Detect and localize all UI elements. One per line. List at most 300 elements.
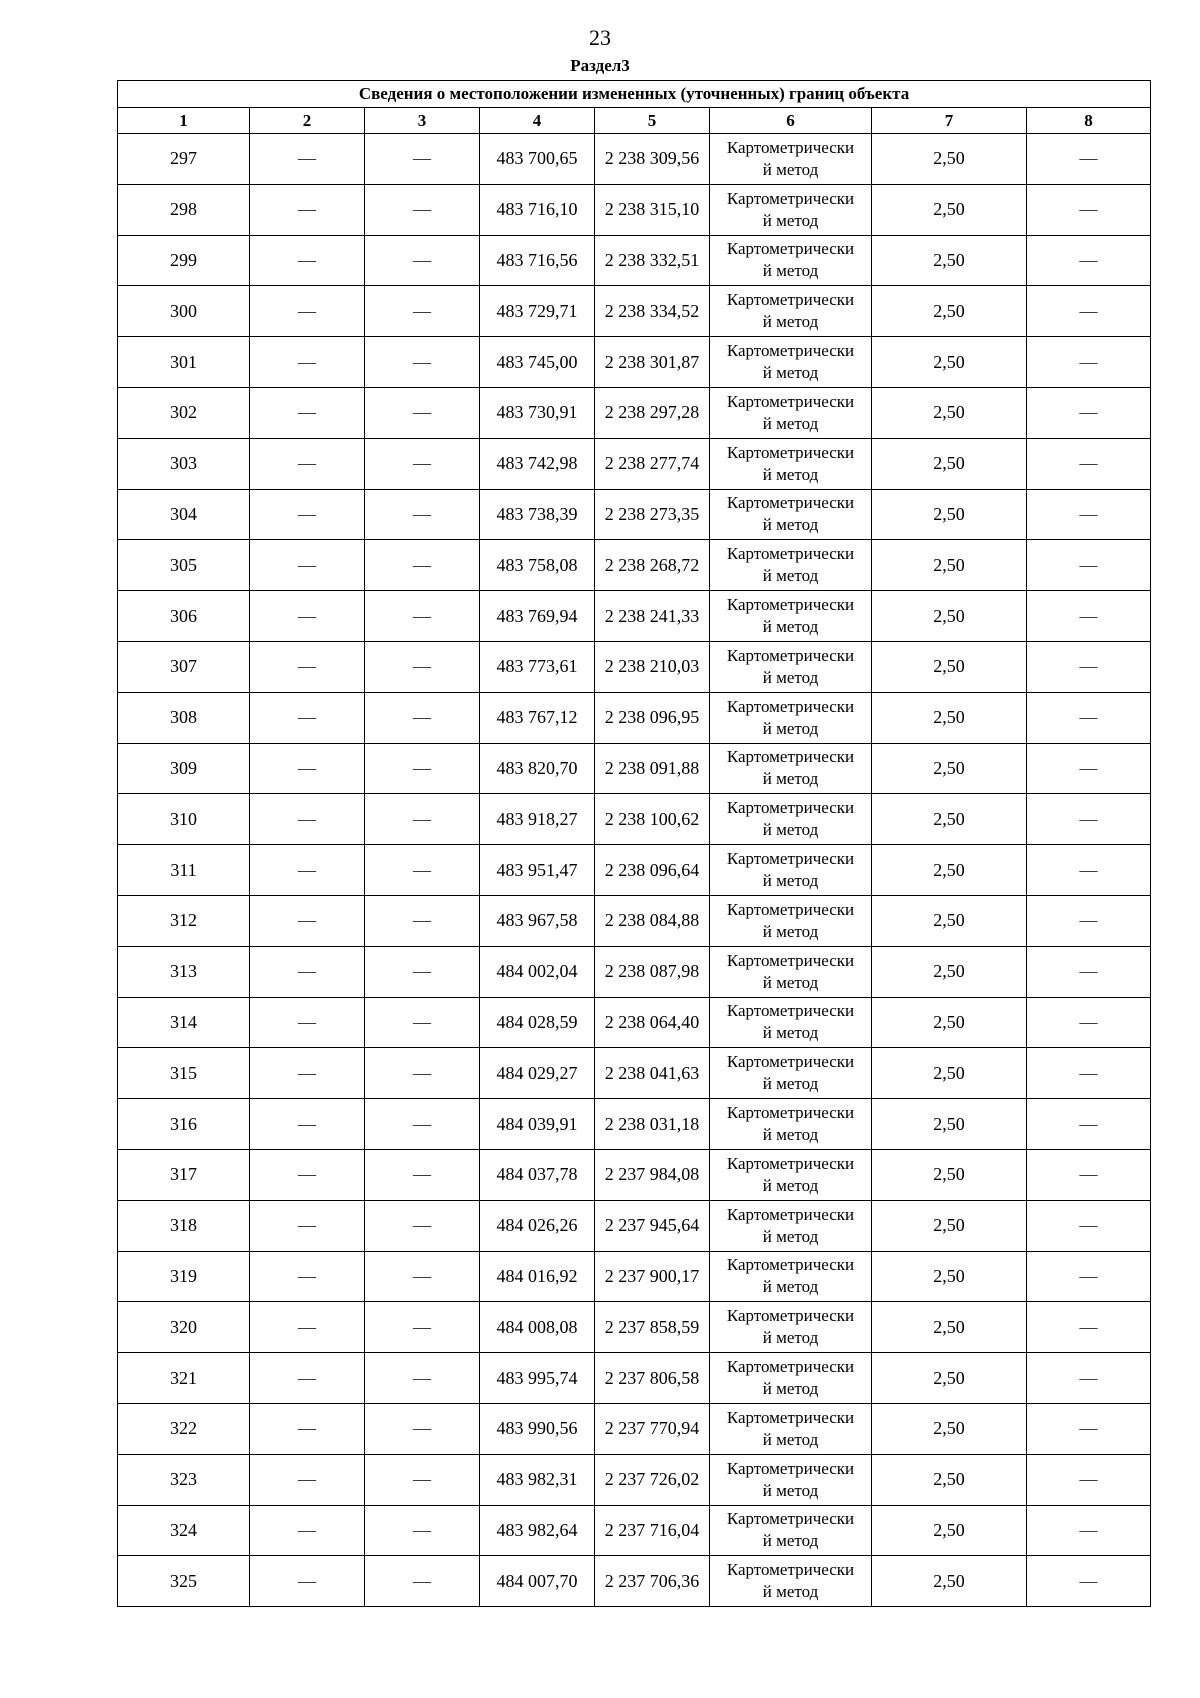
method-cell — [710, 1505, 872, 1556]
x-coordinate: 484 008,08 — [480, 1302, 595, 1353]
x-coordinate: 483 700,65 — [480, 134, 595, 185]
accuracy-value: 2,50 — [872, 540, 1027, 591]
col8-value: — — [1027, 387, 1151, 438]
column-header: 7 — [872, 108, 1027, 134]
method-line-2: й метод — [762, 617, 819, 637]
col3-value: — — [365, 794, 480, 845]
method-cell — [710, 1302, 872, 1353]
col2-value: — — [250, 895, 365, 946]
x-coordinate: 484 039,91 — [480, 1099, 595, 1150]
method-line-2: й метод — [762, 566, 819, 586]
col3-value: — — [365, 184, 480, 235]
col3-value: — — [365, 540, 480, 591]
x-coordinate: 483 730,91 — [480, 387, 595, 438]
table-row — [118, 1099, 1151, 1150]
method-line-2: й метод — [762, 921, 819, 941]
y-coordinate: 2 238 334,52 — [595, 286, 710, 337]
y-coordinate: 2 237 726,02 — [595, 1454, 710, 1505]
table-row — [118, 895, 1151, 946]
accuracy-value: 2,50 — [872, 1302, 1027, 1353]
x-coordinate: 483 745,00 — [480, 337, 595, 388]
col2-value: — — [250, 1200, 365, 1251]
x-coordinate: 483 820,70 — [480, 743, 595, 794]
y-coordinate: 2 238 268,72 — [595, 540, 710, 591]
point-number: 308 — [118, 692, 250, 743]
accuracy-value: 2,50 — [872, 134, 1027, 185]
table-row — [118, 743, 1151, 794]
y-coordinate: 2 238 091,88 — [595, 743, 710, 794]
col2-value: — — [250, 540, 365, 591]
accuracy-value: 2,50 — [872, 286, 1027, 337]
point-number: 313 — [118, 946, 250, 997]
method-cell — [710, 743, 872, 794]
col2-value: — — [250, 184, 365, 235]
y-coordinate: 2 238 084,88 — [595, 895, 710, 946]
method-line-2: й метод — [762, 1175, 819, 1195]
y-coordinate: 2 238 315,10 — [595, 184, 710, 235]
method-line-1: Картометрически — [726, 696, 855, 716]
col2-value: — — [250, 845, 365, 896]
table-row — [118, 286, 1151, 337]
point-number: 298 — [118, 184, 250, 235]
page-number: 23 — [589, 25, 611, 50]
point-number: 305 — [118, 540, 250, 591]
col3-value: — — [365, 286, 480, 337]
col2-value: — — [250, 794, 365, 845]
method-line-2: й метод — [762, 972, 819, 992]
method-line-1: Картометрически — [726, 493, 855, 513]
method-line-1: Картометрически — [726, 1103, 855, 1123]
x-coordinate: 483 982,64 — [480, 1505, 595, 1556]
x-coordinate: 483 738,39 — [480, 489, 595, 540]
method-cell — [710, 1149, 872, 1200]
col8-value: — — [1027, 1353, 1151, 1404]
col3-value: — — [365, 489, 480, 540]
method-cell — [710, 692, 872, 743]
x-coordinate: 483 918,27 — [480, 794, 595, 845]
col3-value: — — [365, 1251, 480, 1302]
column-header: 1 — [118, 108, 250, 134]
point-number: 309 — [118, 743, 250, 794]
accuracy-value: 2,50 — [872, 1353, 1027, 1404]
accuracy-value: 2,50 — [872, 1556, 1027, 1607]
y-coordinate: 2 238 031,18 — [595, 1099, 710, 1150]
column-header: 5 — [595, 108, 710, 134]
point-number: 323 — [118, 1454, 250, 1505]
table-row — [118, 845, 1151, 896]
col3-value: — — [365, 1353, 480, 1404]
table-row — [118, 1048, 1151, 1099]
col2-value: — — [250, 1403, 365, 1454]
col2-value: — — [250, 641, 365, 692]
method-cell — [710, 489, 872, 540]
col8-value: — — [1027, 1048, 1151, 1099]
method-cell — [710, 1353, 872, 1404]
x-coordinate: 483 729,71 — [480, 286, 595, 337]
table-row — [118, 1353, 1151, 1404]
col8-value: — — [1027, 1556, 1151, 1607]
method-line-2: й метод — [762, 1023, 819, 1043]
y-coordinate: 2 237 770,94 — [595, 1403, 710, 1454]
col8-value: — — [1027, 134, 1151, 185]
point-number: 320 — [118, 1302, 250, 1353]
method-line-2: й метод — [762, 1074, 819, 1094]
col8-value: — — [1027, 286, 1151, 337]
point-number: 310 — [118, 794, 250, 845]
table-row — [118, 1200, 1151, 1251]
accuracy-value: 2,50 — [872, 1200, 1027, 1251]
method-line-1: Картометрически — [726, 1306, 855, 1326]
method-line-1: Картометрически — [726, 645, 855, 665]
col2-value: — — [250, 1505, 365, 1556]
x-coordinate: 484 028,59 — [480, 997, 595, 1048]
accuracy-value: 2,50 — [872, 1454, 1027, 1505]
section-title: Раздел3 — [570, 56, 630, 75]
col3-value: — — [365, 591, 480, 642]
method-cell — [710, 641, 872, 692]
y-coordinate: 2 237 984,08 — [595, 1149, 710, 1200]
method-cell — [710, 337, 872, 388]
col2-value: — — [250, 1048, 365, 1099]
method-line-1: Картометрически — [726, 188, 855, 208]
col8-value: — — [1027, 845, 1151, 896]
table-row — [118, 438, 1151, 489]
method-line-2: й метод — [762, 718, 819, 738]
method-cell — [710, 286, 872, 337]
method-line-1: Картометрически — [726, 1204, 855, 1224]
col2-value: — — [250, 489, 365, 540]
table-row — [118, 1149, 1151, 1200]
x-coordinate: 483 773,61 — [480, 641, 595, 692]
col3-value: — — [365, 1454, 480, 1505]
point-number: 297 — [118, 134, 250, 185]
col2-value: — — [250, 1302, 365, 1353]
x-coordinate: 483 716,56 — [480, 235, 595, 286]
x-coordinate: 483 769,94 — [480, 591, 595, 642]
accuracy-value: 2,50 — [872, 997, 1027, 1048]
method-line-1: Картометрически — [726, 239, 855, 259]
col8-value: — — [1027, 641, 1151, 692]
col2-value: — — [250, 1251, 365, 1302]
col3-value: — — [365, 845, 480, 896]
method-line-1: Картометрически — [726, 137, 855, 157]
x-coordinate: 483 982,31 — [480, 1454, 595, 1505]
point-number: 312 — [118, 895, 250, 946]
method-line-1: Картометрически — [726, 1407, 855, 1427]
col8-value: — — [1027, 489, 1151, 540]
method-line-1: Картометрически — [726, 1458, 855, 1478]
y-coordinate: 2 238 297,28 — [595, 387, 710, 438]
method-line-2: й метод — [762, 210, 819, 230]
point-number: 322 — [118, 1403, 250, 1454]
col2-value: — — [250, 286, 365, 337]
col8-value: — — [1027, 1099, 1151, 1150]
col2-value: — — [250, 235, 365, 286]
x-coordinate: 483 990,56 — [480, 1403, 595, 1454]
accuracy-value: 2,50 — [872, 1403, 1027, 1454]
x-coordinate: 483 967,58 — [480, 895, 595, 946]
point-number: 306 — [118, 591, 250, 642]
method-line-1: Картометрически — [726, 1255, 855, 1275]
point-number: 300 — [118, 286, 250, 337]
table-row — [118, 591, 1151, 642]
point-number: 324 — [118, 1505, 250, 1556]
method-cell — [710, 438, 872, 489]
method-cell — [710, 540, 872, 591]
method-line-1: Картометрически — [726, 341, 855, 361]
col3-value: — — [365, 692, 480, 743]
col3-value: — — [365, 1149, 480, 1200]
col8-value: — — [1027, 1403, 1151, 1454]
table-row — [118, 134, 1151, 185]
col3-value: — — [365, 1048, 480, 1099]
col3-value: — — [365, 134, 480, 185]
method-line-2: й метод — [762, 820, 819, 840]
table-row — [118, 337, 1151, 388]
point-number: 319 — [118, 1251, 250, 1302]
method-line-1: Картометрически — [726, 442, 855, 462]
method-cell — [710, 387, 872, 438]
method-cell — [710, 997, 872, 1048]
table-row — [118, 1556, 1151, 1607]
method-cell — [710, 1251, 872, 1302]
point-number: 303 — [118, 438, 250, 489]
table-row — [118, 794, 1151, 845]
accuracy-value: 2,50 — [872, 387, 1027, 438]
x-coordinate: 483 951,47 — [480, 845, 595, 896]
point-number: 302 — [118, 387, 250, 438]
col8-value: — — [1027, 591, 1151, 642]
accuracy-value: 2,50 — [872, 1505, 1027, 1556]
col3-value: — — [365, 235, 480, 286]
x-coordinate: 484 002,04 — [480, 946, 595, 997]
x-coordinate: 484 026,26 — [480, 1200, 595, 1251]
col2-value: — — [250, 692, 365, 743]
col3-value: — — [365, 743, 480, 794]
method-line-2: й метод — [762, 1429, 819, 1449]
y-coordinate: 2 238 332,51 — [595, 235, 710, 286]
x-coordinate: 484 016,92 — [480, 1251, 595, 1302]
col8-value: — — [1027, 743, 1151, 794]
point-number: 325 — [118, 1556, 250, 1607]
accuracy-value: 2,50 — [872, 641, 1027, 692]
method-line-2: й метод — [762, 261, 819, 281]
accuracy-value: 2,50 — [872, 184, 1027, 235]
y-coordinate: 2 237 945,64 — [595, 1200, 710, 1251]
col2-value: — — [250, 134, 365, 185]
x-coordinate: 483 767,12 — [480, 692, 595, 743]
col2-value: — — [250, 591, 365, 642]
method-line-1: Картометрически — [726, 899, 855, 919]
table-row — [118, 235, 1151, 286]
table-row — [118, 184, 1151, 235]
table-row — [118, 489, 1151, 540]
col8-value: — — [1027, 1454, 1151, 1505]
col8-value: — — [1027, 1505, 1151, 1556]
accuracy-value: 2,50 — [872, 1048, 1027, 1099]
method-line-2: й метод — [762, 871, 819, 891]
point-number: 316 — [118, 1099, 250, 1150]
accuracy-value: 2,50 — [872, 1149, 1027, 1200]
method-line-1: Картометрически — [726, 1001, 855, 1021]
method-line-1: Картометрически — [726, 950, 855, 970]
accuracy-value: 2,50 — [872, 489, 1027, 540]
method-line-2: й метод — [762, 667, 819, 687]
column-header: 4 — [480, 108, 595, 134]
method-line-1: Картометрически — [726, 1153, 855, 1173]
col8-value: — — [1027, 1251, 1151, 1302]
x-coordinate: 484 037,78 — [480, 1149, 595, 1200]
method-cell — [710, 591, 872, 642]
point-number: 317 — [118, 1149, 250, 1200]
accuracy-value: 2,50 — [872, 794, 1027, 845]
col3-value: — — [365, 337, 480, 388]
method-line-1: Картометрически — [726, 595, 855, 615]
column-header: 6 — [710, 108, 872, 134]
col8-value: — — [1027, 184, 1151, 235]
col8-value: — — [1027, 438, 1151, 489]
method-cell — [710, 1099, 872, 1150]
y-coordinate: 2 237 858,59 — [595, 1302, 710, 1353]
method-line-2: й метод — [762, 769, 819, 789]
method-line-2: й метод — [762, 1379, 819, 1399]
col3-value: — — [365, 997, 480, 1048]
method-line-2: й метод — [762, 312, 819, 332]
col2-value: — — [250, 1454, 365, 1505]
table-row — [118, 641, 1151, 692]
table-row — [118, 387, 1151, 438]
method-line-2: й метод — [762, 1125, 819, 1145]
point-number: 321 — [118, 1353, 250, 1404]
accuracy-value: 2,50 — [872, 438, 1027, 489]
point-number: 307 — [118, 641, 250, 692]
accuracy-value: 2,50 — [872, 235, 1027, 286]
table-row — [118, 946, 1151, 997]
point-number: 311 — [118, 845, 250, 896]
method-line-2: й метод — [762, 1328, 819, 1348]
accuracy-value: 2,50 — [872, 1099, 1027, 1150]
col8-value: — — [1027, 997, 1151, 1048]
method-cell — [710, 794, 872, 845]
table-caption: Сведения о местоположении измененных (уточненных) границ объекта — [118, 81, 1151, 108]
method-cell — [710, 1200, 872, 1251]
y-coordinate: 2 238 100,62 — [595, 794, 710, 845]
method-line-1: Картометрически — [726, 1509, 855, 1529]
point-number: 314 — [118, 997, 250, 1048]
col8-value: — — [1027, 946, 1151, 997]
accuracy-value: 2,50 — [872, 743, 1027, 794]
col8-value: — — [1027, 1149, 1151, 1200]
col2-value: — — [250, 997, 365, 1048]
x-coordinate: 484 007,70 — [480, 1556, 595, 1607]
col3-value: — — [365, 1099, 480, 1150]
col8-value: — — [1027, 895, 1151, 946]
y-coordinate: 2 238 301,87 — [595, 337, 710, 388]
col3-value: — — [365, 1556, 480, 1607]
col2-value: — — [250, 1353, 365, 1404]
y-coordinate: 2 237 706,36 — [595, 1556, 710, 1607]
accuracy-value: 2,50 — [872, 895, 1027, 946]
method-cell — [710, 134, 872, 185]
point-number: 318 — [118, 1200, 250, 1251]
col2-value: — — [250, 387, 365, 438]
method-line-1: Картометрически — [726, 849, 855, 869]
y-coordinate: 2 238 241,33 — [595, 591, 710, 642]
col2-value: — — [250, 337, 365, 388]
column-header: 2 — [250, 108, 365, 134]
method-line-2: й метод — [762, 1226, 819, 1246]
method-line-2: й метод — [762, 413, 819, 433]
method-cell — [710, 946, 872, 997]
col8-value: — — [1027, 1302, 1151, 1353]
column-header: 8 — [1027, 108, 1151, 134]
boundary-coordinates-table — [117, 80, 1151, 1607]
y-coordinate: 2 237 716,04 — [595, 1505, 710, 1556]
table-body — [118, 134, 1151, 1607]
col3-value: — — [365, 387, 480, 438]
col8-value: — — [1027, 1200, 1151, 1251]
col3-value: — — [365, 946, 480, 997]
col8-value: — — [1027, 540, 1151, 591]
method-cell — [710, 845, 872, 896]
point-number: 304 — [118, 489, 250, 540]
point-number: 315 — [118, 1048, 250, 1099]
method-cell — [710, 184, 872, 235]
col2-value: — — [250, 1099, 365, 1150]
col3-value: — — [365, 1302, 480, 1353]
col2-value: — — [250, 438, 365, 489]
x-coordinate: 483 758,08 — [480, 540, 595, 591]
table-row — [118, 1302, 1151, 1353]
y-coordinate: 2 238 277,74 — [595, 438, 710, 489]
col3-value: — — [365, 1505, 480, 1556]
accuracy-value: 2,50 — [872, 692, 1027, 743]
y-coordinate: 2 238 309,56 — [595, 134, 710, 185]
y-coordinate: 2 238 096,95 — [595, 692, 710, 743]
y-coordinate: 2 238 087,98 — [595, 946, 710, 997]
col3-value: — — [365, 438, 480, 489]
x-coordinate: 483 742,98 — [480, 438, 595, 489]
col2-value: — — [250, 1556, 365, 1607]
method-cell — [710, 1556, 872, 1607]
table-row — [118, 692, 1151, 743]
col3-value: — — [365, 895, 480, 946]
y-coordinate: 2 237 806,58 — [595, 1353, 710, 1404]
table-row — [118, 1505, 1151, 1556]
column-header: 3 — [365, 108, 480, 134]
method-cell — [710, 235, 872, 286]
y-coordinate: 2 238 041,63 — [595, 1048, 710, 1099]
table-row — [118, 997, 1151, 1048]
x-coordinate: 483 995,74 — [480, 1353, 595, 1404]
method-line-2: й метод — [762, 1277, 819, 1297]
method-cell — [710, 1403, 872, 1454]
method-line-1: Картометрически — [726, 544, 855, 564]
method-line-2: й метод — [762, 159, 819, 179]
x-coordinate: 484 029,27 — [480, 1048, 595, 1099]
y-coordinate: 2 237 900,17 — [595, 1251, 710, 1302]
method-line-2: й метод — [762, 1480, 819, 1500]
method-line-2: й метод — [762, 363, 819, 383]
col8-value: — — [1027, 235, 1151, 286]
table-row — [118, 1454, 1151, 1505]
col8-value: — — [1027, 794, 1151, 845]
accuracy-value: 2,50 — [872, 946, 1027, 997]
col2-value: — — [250, 946, 365, 997]
method-line-2: й метод — [762, 515, 819, 535]
method-line-1: Картометрически — [726, 391, 855, 411]
x-coordinate: 483 716,10 — [480, 184, 595, 235]
